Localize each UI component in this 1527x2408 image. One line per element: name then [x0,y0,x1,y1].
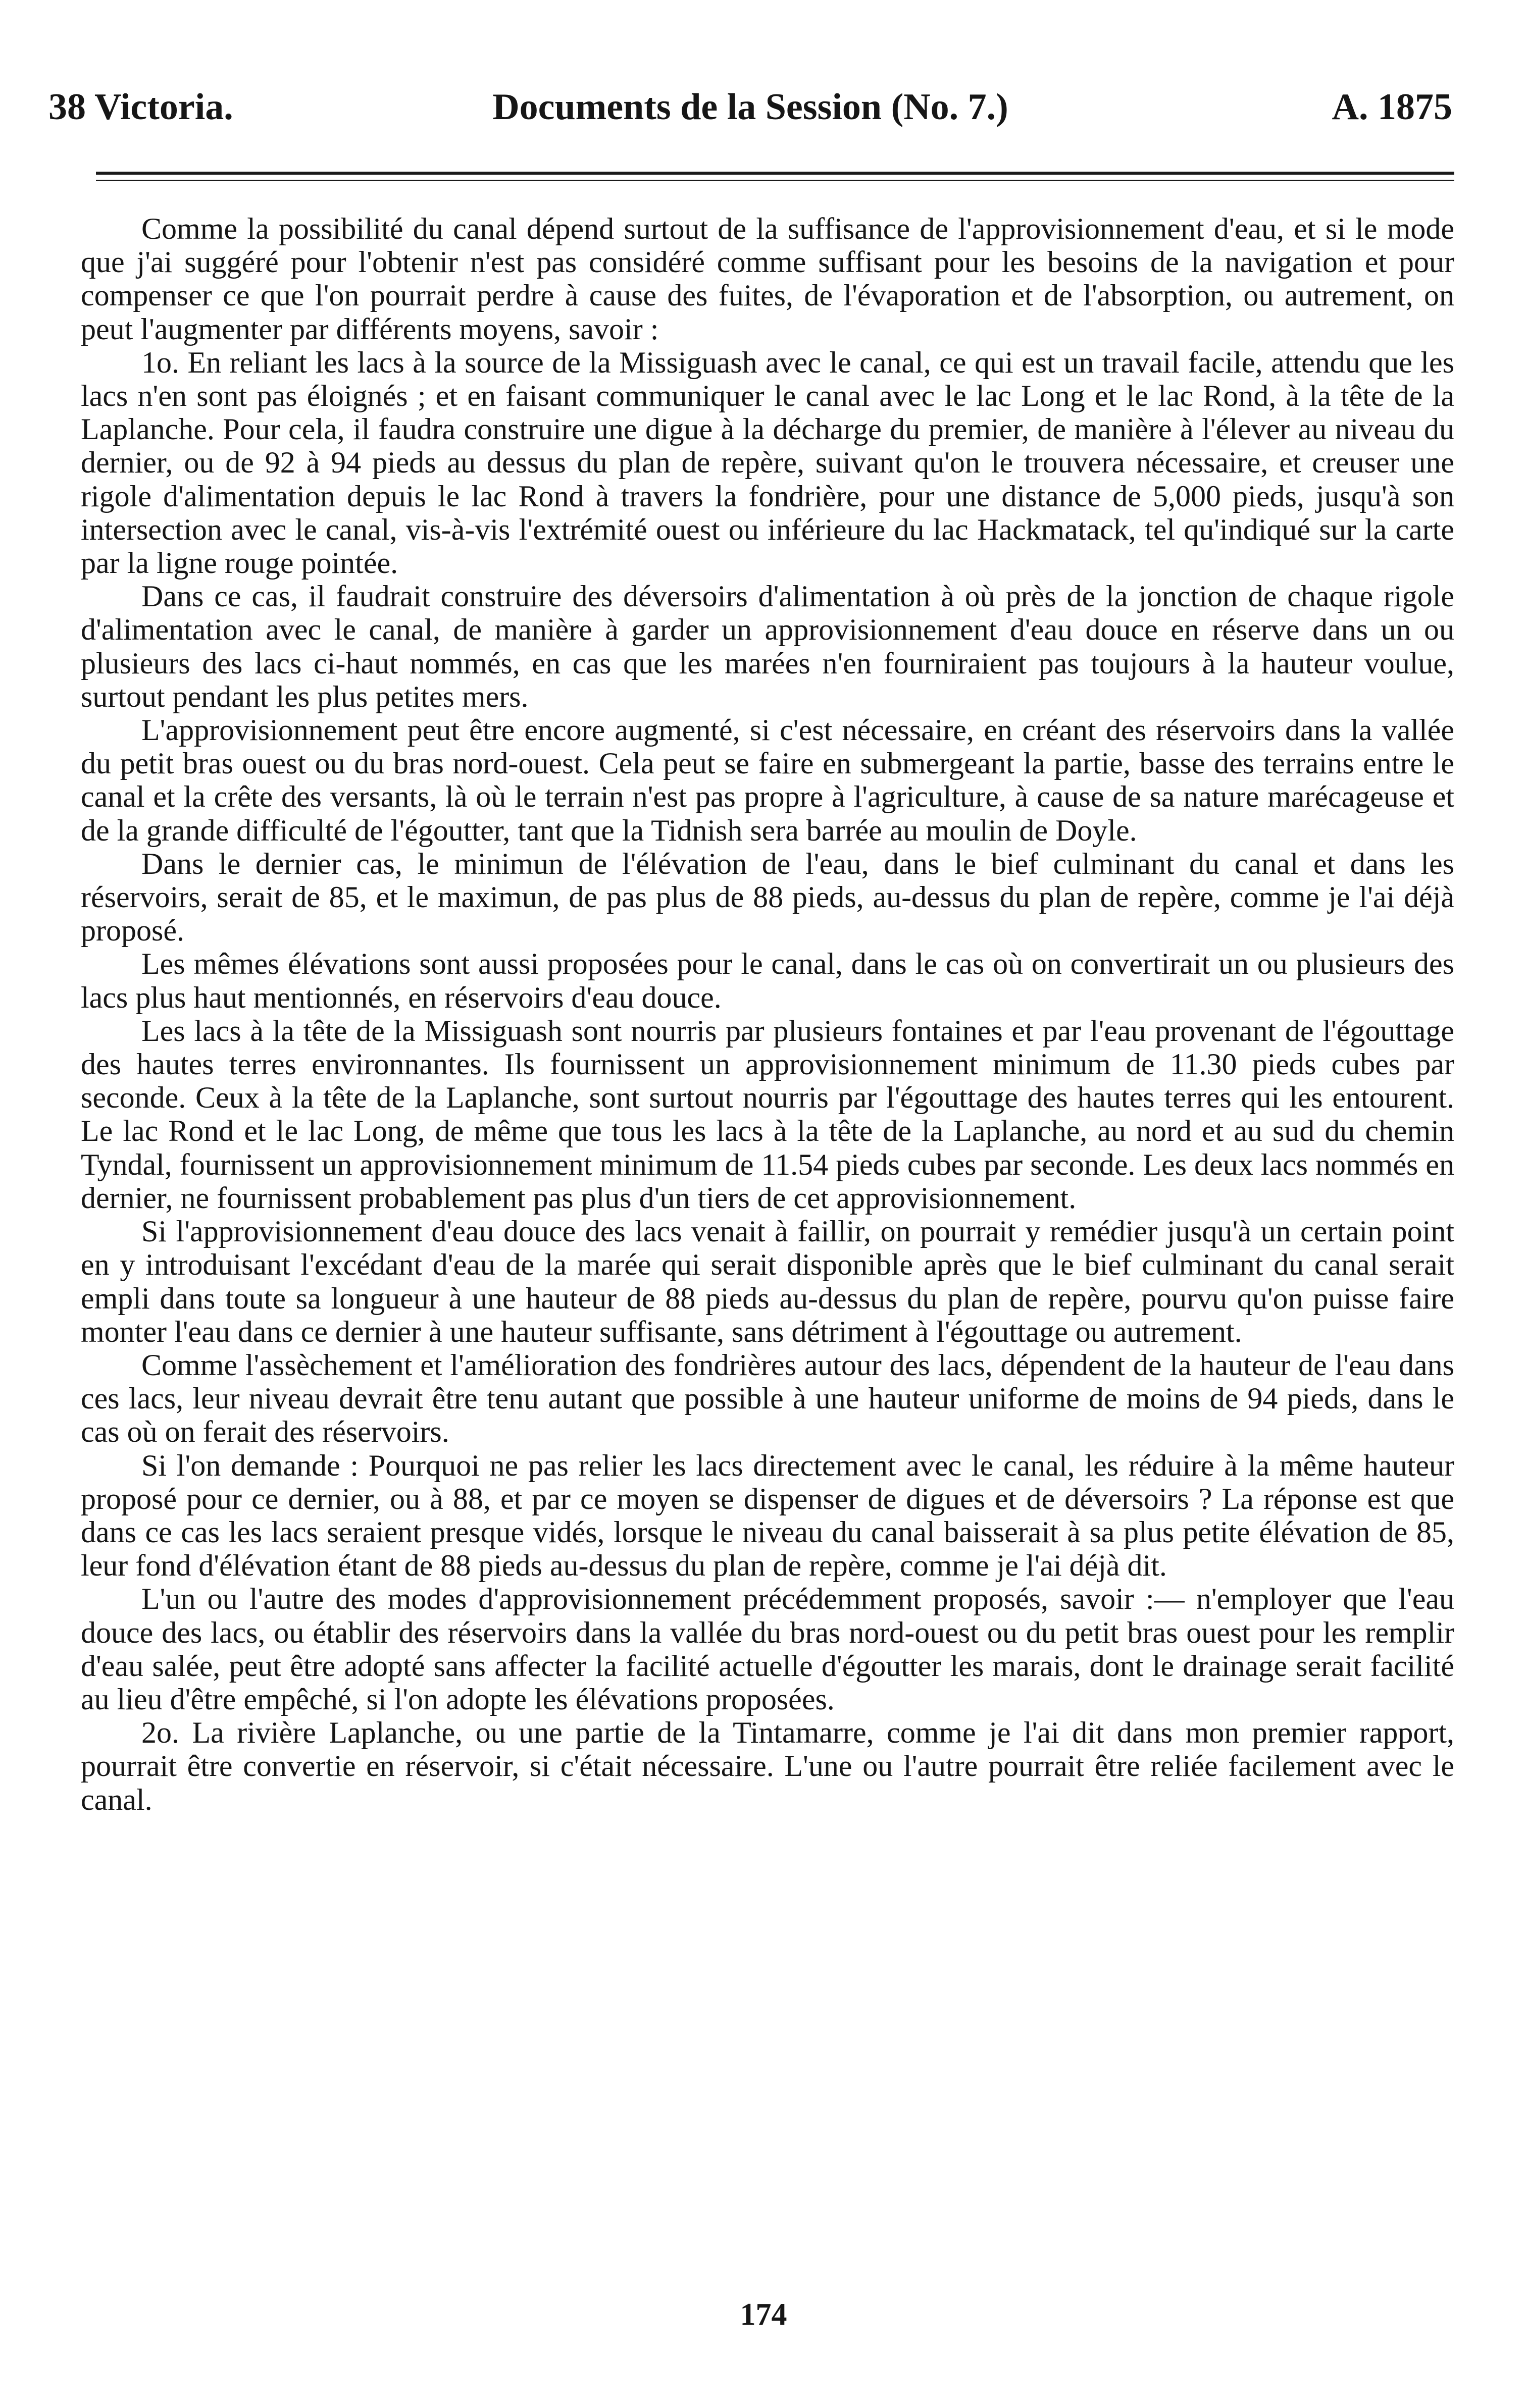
header-rule-thin [96,180,1454,181]
header-volume: 38 Victoria. [48,86,233,128]
paragraph-same-elevations: Les mêmes élévations sont aussi proposées pour le canal, dans le cas où on convertirait un ou plusieurs des lacs plus haut mentionnés, en réservoirs d'eau douce. [81,947,1454,1014]
page-number: 174 [740,2297,787,2332]
paragraph-question: Si l'on demande : Pourquoi ne pas relier les lacs directement avec le canal, les réduire à la même hauteur proposé pour ce dernier, ou à 88, et par ce moyen se dispenser de digues et de déversoirs ? La réponse est que dans ce cas les lacs seraient presque vidés, lorsque le niveau du canal baisserait à sa plus petite élévation de 85, leur fond d'élévation étant de 88 pieds au-dessus du plan de repère, comme je l'ai déjà dit. [81,1448,1454,1583]
body-text [81,212,1454,1816]
header-year: A. 1875 [1332,86,1452,128]
paragraph-first-means: 1o. En reliant les lacs à la source de la Missiguash avec le canal, ce qui est un travail facile, attendu que les lacs n'en sont pas éloignés ; et en faisant communiquer le canal avec le lac Long et le lac Rond, à la tête de la Laplanche. Pour cela, il faudra construire une digue à la décharge du premier, de manière à l'élever au niveau du dernier, ou de 92 à 94 pieds au dessus du plan de repère, suivant qu'on le trouvera nécessaire, et creuser une rigole d'alimentation depuis le lac Rond à travers la fondrière, pour une distance de 5,000 pieds, jusqu'à son intersection avec le canal, vis-à-vis l'extrémité ouest ou inférieure du lac Hackmatack, tel qu'indiqué sur la carte par la ligne rouge pointée. [81,345,1454,580]
paragraph-drainage: Comme l'assèchement et l'amélioration des fondrières autour des lacs, dépendent de la hauteur de l'eau dans ces lacs, leur niveau devrait être tenu autant que possible à une hauteur uniforme de moins de 94 pieds, dans le cas où on ferait des réservoirs. [81,1348,1454,1449]
paragraph-lakes-supply: Les lacs à la tête de la Missiguash sont nourris par plusieurs fontaines et par l'eau provenant de l'égouttage des hautes terres environnantes. Ils fournissent un approvisionnement minimum de 11.30 pieds cubes par seconde. Ceux à la tête de la Laplanche, sont surtout nourris par l'égouttage des hautes terres qui les entourent. Le lac Rond et le lac Long, de même que tous les lacs à la tête de la Laplanche, au nord et au sud du chemin Tyndal, fournissent un approvisionnement minimum de 11.54 pieds cubes par seconde. Les deux lacs nommés en dernier, ne fournissent probablement pas plus d'un tiers de cet approvisionnement. [81,1014,1454,1215]
paragraph-second-means: 2o. La rivière Laplanche, ou une partie de la Tintamarre, comme je l'ai dit dans mon premier rapport, pourrait être convertie en réservoir, si c'était nécessaire. L'une ou l'autre pourrait être reliée facilement avec le canal. [81,1716,1454,1816]
header-title: Documents de la Session (No. 7.) [492,86,1008,128]
header-rule-thick [96,172,1454,175]
paragraph-reservoirs: L'approvisionnement peut être encore augmenté, si c'est nécessaire, en créant des réservoirs dans la vallée du petit bras ouest ou du bras nord-ouest. Cela peut se faire en submergeant la partie, basse des terrains entre le canal et la crête des versants, là où le terrain n'est pas propre à l'agriculture, à cause de sa nature marécageuse et de la grande difficulté de l'égoutter, tant que la Tidnish sera barrée au moulin de Doyle. [81,713,1454,847]
paragraph-tide-water: Si l'approvisionnement d'eau douce des lacs venait à faillir, on pourrait y remédier jusqu'à un certain point en y introduisant l'excédant d'eau de la marée qui serait disponible après que le bief culminant du canal serait empli dans toute sa longueur à une hauteur de 88 pieds au-dessus du plan de repère, pourvu qu'on puisse faire monter l'eau dans ce dernier à une hauteur suffisante, sans détriment à l'égouttage ou autrement. [81,1215,1454,1348]
paragraph-intro: Comme la possibilité du canal dépend surtout de la suffisance de l'approvisionnement d'eau, et si le mode que j'ai suggéré pour l'obtenir n'est pas considéré comme suffisant pour les besoins de la navigation et pour compenser ce que l'on pourrait perdre à cause des fuites, de l'évaporation et de l'absorption, ou autrement, on peut l'augmenter par différents moyens, savoir : [81,212,1454,346]
paragraph-modes: L'un ou l'autre des modes d'approvisionnement précédemment proposés, savoir :— n'employer que l'eau douce des lacs, ou établir des réservoirs dans la vallée du bras nord-ouest ou du petit bras ouest pour les remplir d'eau salée, peut être adopté sans affecter la facilité actuelle d'égoutter les marais, dont le drainage serait facilité au lieu d'être empêché, si l'on adopte les élévations proposées. [81,1582,1454,1716]
paragraph-deversoirs: Dans ce cas, il faudrait construire des déversoirs d'alimentation à où près de la jonction de chaque rigole d'alimentation avec le canal, de manière à garder un approvisionnement d'eau douce en réserve dans un ou plusieurs des lacs ci-haut nommés, en cas que les marées n'en fourniraient pas toujours à la hauteur voulue, surtout pendant les plus petites mers. [81,580,1454,713]
paragraph-elevation: Dans le dernier cas, le minimun de l'élévation de l'eau, dans le bief culminant du canal et dans les réservoirs, serait de 85, et le maximun, de pas plus de 88 pieds, au-dessus du plan de repère, comme je l'ai déjà proposé. [81,847,1454,948]
page-header [48,86,1452,141]
